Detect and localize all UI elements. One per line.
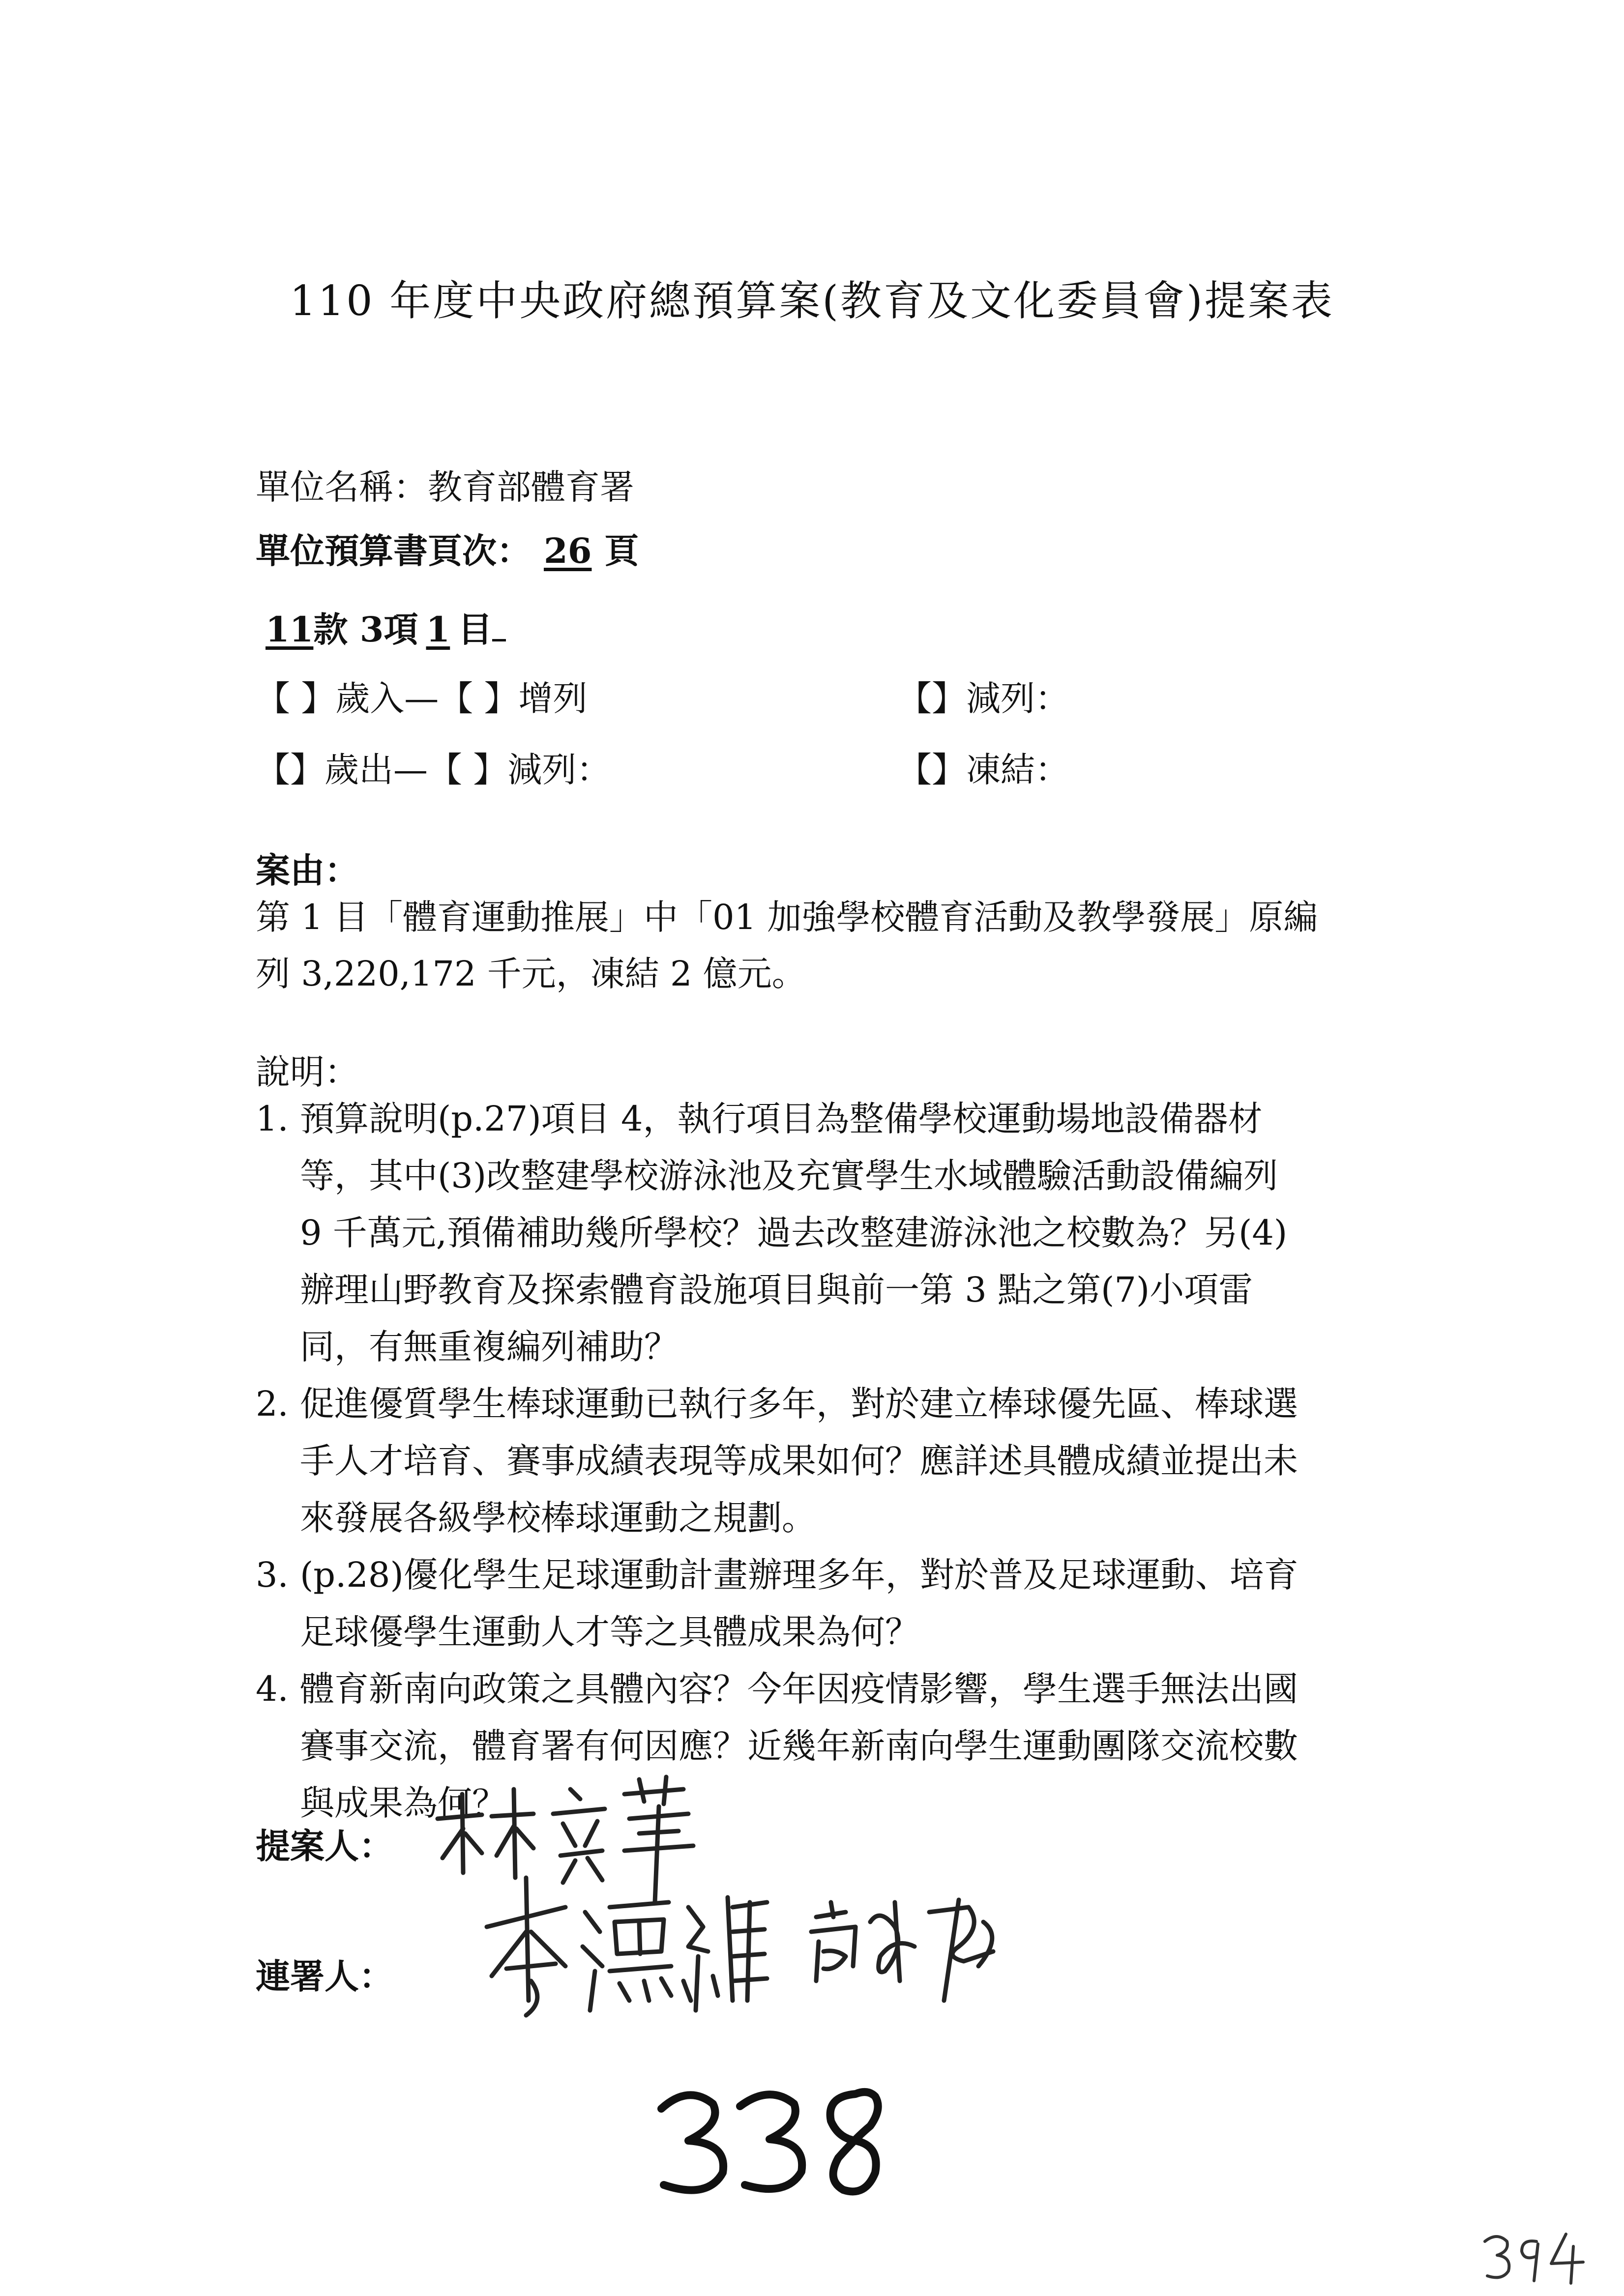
item-line: 同，有無重複編列補助？ <box>300 1327 679 1367</box>
unit-name-row <box>256 460 634 509</box>
item-line: 體育新南向政策之具體內容？今年因疫情影響，學生選手無法出國 <box>300 1669 1298 1709</box>
mu-underline-blank <box>492 614 506 641</box>
item-line: 賽事交流，體育署有何因應？近幾年新南向學生運動團隊交流校數 <box>300 1726 1298 1766</box>
item-line: 促進優質學生棒球運動已執行多年，對於建立棒球優先區、棒球選 <box>300 1384 1298 1424</box>
item-number: 3. <box>256 1555 289 1595</box>
reason-label: 案由： <box>256 850 359 891</box>
mu-label: 目 <box>458 609 493 650</box>
budget-page-suffix: 頁 <box>604 530 639 571</box>
explanation-item-3 <box>256 1546 1426 1660</box>
kuan-label: 款 <box>313 609 348 650</box>
item-number: 2. <box>256 1384 289 1424</box>
budget-page-label: 單位預算書頁次： <box>256 530 531 571</box>
cosigner-signatures <box>472 1853 1037 2040</box>
freeze-checkbox-row: 【】凍結： <box>897 750 1069 790</box>
cosigner-label: 連署人： <box>256 1956 393 1997</box>
reason-line-1: 第 1 目「體育運動推展」中「01 加強學校體育活動及教學發展」原編 <box>256 897 1318 937</box>
expense-checkbox-row: 【】歲出—【 】減列： <box>256 750 611 790</box>
item-line: 來發展各級學校棒球運動之規劃。 <box>300 1498 816 1538</box>
budget-item-code-row <box>256 602 506 652</box>
item-line: 手人才培育、賽事成績表現等成果如何？應詳述具體成績並提出未 <box>300 1441 1298 1481</box>
budget-page-row <box>256 523 639 573</box>
item-line: 與成果為何？ <box>300 1783 506 1823</box>
item-line: 足球優學生運動人才等之具體成果為何？ <box>300 1612 919 1652</box>
budget-page-value: 26 <box>544 530 592 571</box>
explanation-label: 說明： <box>256 1052 359 1092</box>
handwritten-number <box>649 2079 905 2207</box>
item-line: 辦理山野教育及探索體育設施項目與前一第 3 點之第(7)小項雷 <box>300 1270 1253 1310</box>
xiang-value: 3 <box>359 609 384 650</box>
revenue-checkbox-row: 【 】歲入—【 】增列 <box>256 678 588 719</box>
unit-name-label: 單位名稱： <box>256 467 428 507</box>
corner-number <box>1480 2227 1593 2286</box>
explanation-item-1 <box>256 1090 1426 1375</box>
reduce-checkbox-row: 【】減列： <box>897 678 1069 719</box>
item-line: 等，其中(3)改整建學校游泳池及充實學生水域體驗活動設備編列 <box>300 1156 1278 1196</box>
item-line: 預算說明(p.27)項目 4，執行項目為整備學校運動場地設備器材 <box>300 1099 1263 1139</box>
item-number: 4. <box>256 1669 289 1709</box>
reason-line-2: 列 3,220,172 千元，凍結 2 億元。 <box>256 954 806 994</box>
mu-value: 1 <box>426 609 450 650</box>
item-number: 1. <box>256 1099 289 1139</box>
unit-name-value: 教育部體育署 <box>428 467 634 507</box>
xiang-label: 項 <box>384 609 418 650</box>
document-title: 110 年度中央政府總預算案(教育及文化委員會)提案表 <box>290 277 1334 325</box>
item-line: 9 千萬元,預備補助幾所學校？過去改整建游泳池之校數為？另(4) <box>300 1213 1288 1253</box>
explanation-item-2 <box>256 1375 1426 1546</box>
kuan-value: 11 <box>266 609 314 650</box>
item-line: (p.28)優化學生足球運動計畫辦理多年，對於普及足球運動、培育 <box>300 1555 1299 1595</box>
proposer-label: 提案人： <box>256 1826 393 1866</box>
